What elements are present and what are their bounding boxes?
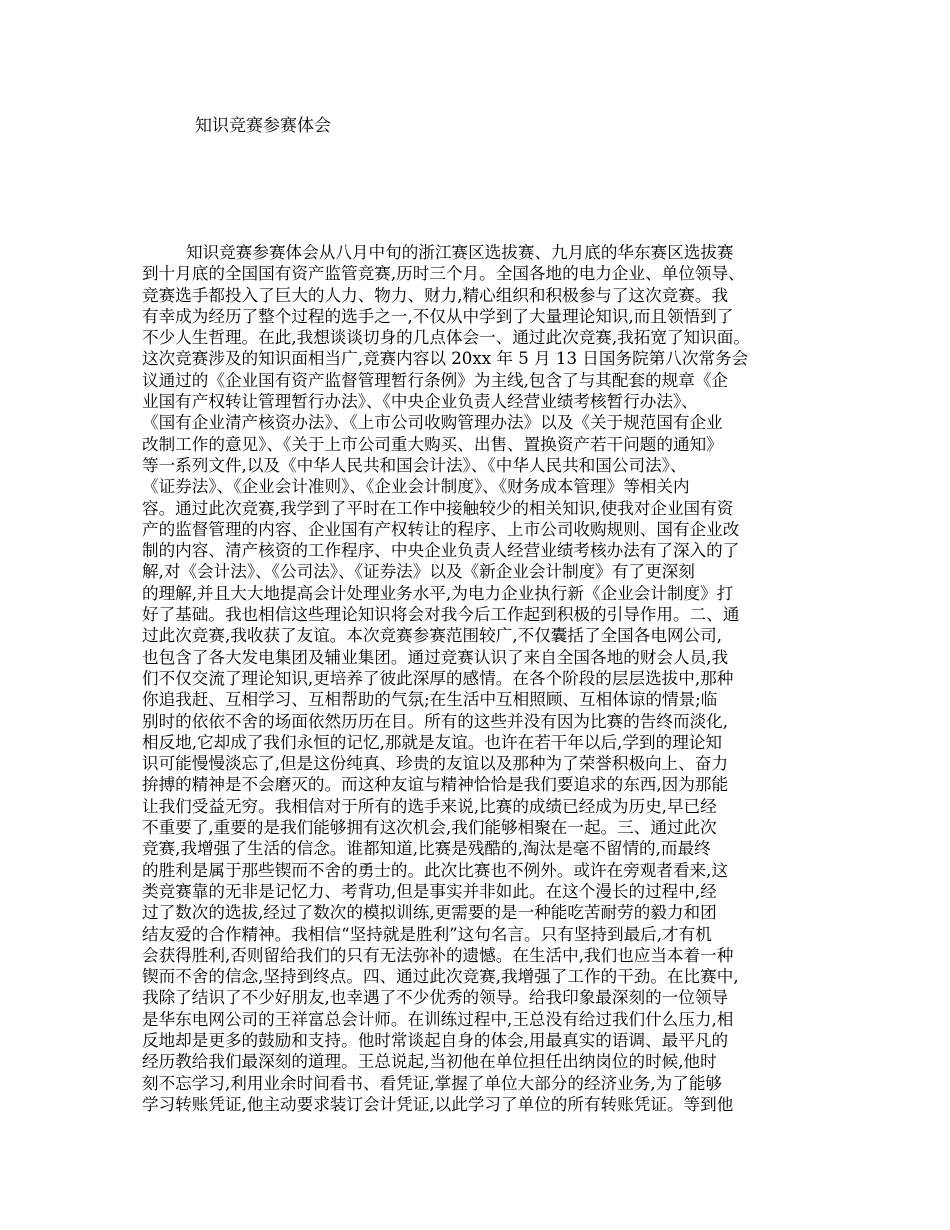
- body-line: 解,对《会计法》、《公司法》、《证券法》以及《新企业会计制度》有了更深刻: [142, 562, 695, 582]
- body-line: 竞赛选手都投入了巨大的人力、物力、财力,精心组织和积极参与了这次竞赛。我: [142, 285, 729, 305]
- body-line: 制的内容、清产核资的工作程序、中央企业负责人经营业绩考核办法有了深入的了: [142, 541, 740, 561]
- body-line: 锲而不舍的信念,坚持到终点。四、通过此次竞赛,我增强了工作的干劲。在比赛中,: [142, 967, 739, 987]
- body-line: 也包含了各大发电集团及辅业集团。通过竞赛认识了来自全国各地的财会人员,我: [142, 647, 729, 667]
- body-line: 议通过的《企业国有资产监督管理暂行条例》为主线,包含了与其配套的规章《企: [142, 370, 729, 390]
- body-line: 竞赛,我增强了生活的信念。谁都知道,比赛是残酷的,淘汰是毫不留情的,而最终: [142, 839, 711, 859]
- body-line: 学习转账凭证,他主动要求装订会计凭证,以此学习了单位的所有转账凭证。等到他: [142, 1094, 734, 1114]
- body-line: 这次竞赛涉及的知识面相当广,竞赛内容以 20xx 年 5 月 13 日国务院第八次常务会: [142, 349, 749, 369]
- body-line: 容。通过此次竞赛,我学到了平时在工作中接触较少的相关知识,使我对企业国有资: [142, 498, 734, 518]
- body-line: 的理解,并且大大地提高会计处理业务水平,为电力企业执行新《企业会计制度》打: [142, 583, 734, 603]
- body-line: 反地却是更多的鼓励和支持。他时常谈起自身的体会,用最真实的语调、最平凡的: [142, 1030, 729, 1050]
- body-paragraph: [142, 242, 822, 1115]
- body-line: 的胜利是属于那些锲而不舍的勇士的。此次比赛也不例外。或许在旁观者看来,这: [142, 860, 729, 880]
- body-line: 会获得胜利,否则留给我们的只有无法弥补的遗憾。在生活中,我们也应当本着一种: [142, 945, 734, 965]
- body-line: 《证券法》、《企业会计准则》、《企业会计制度》、《财务成本管理》等相关内: [142, 477, 690, 497]
- body-line: 到十月底的全国国有资产监管竞赛,历时三个月。全国各地的电力企业、单位领导、: [142, 264, 745, 284]
- body-line: 刻不忘学习,利用业余时间看书、看凭证,掌握了单位大部分的经济业务,为了能够: [142, 1073, 723, 1093]
- body-line: 们不仅交流了理论知识,更培养了彼此深厚的感情。在各个阶段的层层选拔中,那种: [142, 668, 734, 688]
- body-line: 知识竞赛参赛体会从八月中旬的浙江赛区选拔赛、九月底的华东赛区选拔赛: [186, 243, 734, 262]
- body-line: 有幸成为经历了整个过程的选手之一,不仅从中学到了大量理论知识,而且领悟到了: [142, 306, 734, 326]
- body-line: 别时的依依不舍的场面依然历历在目。所有的这些并没有因为比赛的告终而淡化,: [142, 711, 729, 731]
- body-line: 业国有产权转让管理暂行办法》、《中央企业负责人经营业绩考核暂行办法》、: [142, 392, 698, 412]
- body-line: 是华东电网公司的王祥富总会计师。在训练过程中,王总没有给过我们什么压力,相: [142, 1009, 734, 1029]
- body-line: 识可能慢慢淡忘了,但是这份纯真、珍贵的友谊以及那种为了荣誉积极向上、奋力: [142, 754, 729, 774]
- body-line: 等一系列文件,以及《中华人民共和国会计法》、《中华人民共和国公司法》、: [142, 455, 687, 475]
- body-line: 《国有企业清产核资办法》、《上市公司收购管理办法》以及《关于规范国有企业: [142, 413, 723, 433]
- body-line: 产的监督管理的内容、企业国有产权转让的程序、上市公司收购规则、国有企业改: [142, 519, 740, 539]
- body-line: 过此次竞赛,我收获了友谊。本次竞赛参赛范围较广,不仅囊括了全国各电网公司,: [142, 626, 723, 646]
- body-line: 你追我赶、互相学习、互相帮助的气氛;在生活中互相照顾、互相体谅的情景;临: [142, 690, 718, 710]
- body-line: 不少人生哲理。在此,我想谈谈切身的几点体会一、通过此次竞赛,我拓宽了知识面。: [142, 328, 750, 348]
- body-line: 拚搏的精神是不会磨灭的。而这种友谊与精神恰恰是我们要追求的东西,因为那能: [142, 775, 729, 795]
- body-line: 好了基础。我也相信这些理论知识将会对我今后工作起到积极的引导作用。二、通: [142, 605, 740, 625]
- body-line: 改制工作的意见》、《关于上市公司重大购买、出售、置换资产若干问题的通知》: [142, 434, 723, 454]
- body-line: 不重要了,重要的是我们能够拥有这次机会,我们能够相聚在一起。三、通过此次: [142, 818, 717, 838]
- body-line: 结友爱的合作精神。我相信“坚持就是胜利”这句名言。只有坚持到最后,才有机: [142, 924, 712, 944]
- body-line: 经历教给我们最深刻的道理。王总说起,当初他在单位担任出纳岗位的时候,他时: [142, 1052, 717, 1072]
- body-line: 相反地,它却成了我们永恒的记忆,那就是友谊。也许在若干年以后,学到的理论知: [142, 732, 723, 752]
- document-title: 知识竞赛参赛体会: [195, 116, 331, 136]
- body-line: 过了数次的选拔,经过了数次的模拟训练,更需要的是一种能吃苦耐劳的毅力和团: [142, 903, 717, 923]
- body-line: 我除了结识了不少好朋友,也幸遇了不少优秀的领导。给我印象最深刻的一位领导: [142, 988, 729, 1008]
- body-line: 让我们受益无穷。我相信对于所有的选手来说,比赛的成绩已经成为历史,早已经: [142, 796, 717, 816]
- body-line: 类竞赛靠的无非是记忆力、考背功,但是事实并非如此。在这个漫长的过程中,经: [142, 881, 717, 901]
